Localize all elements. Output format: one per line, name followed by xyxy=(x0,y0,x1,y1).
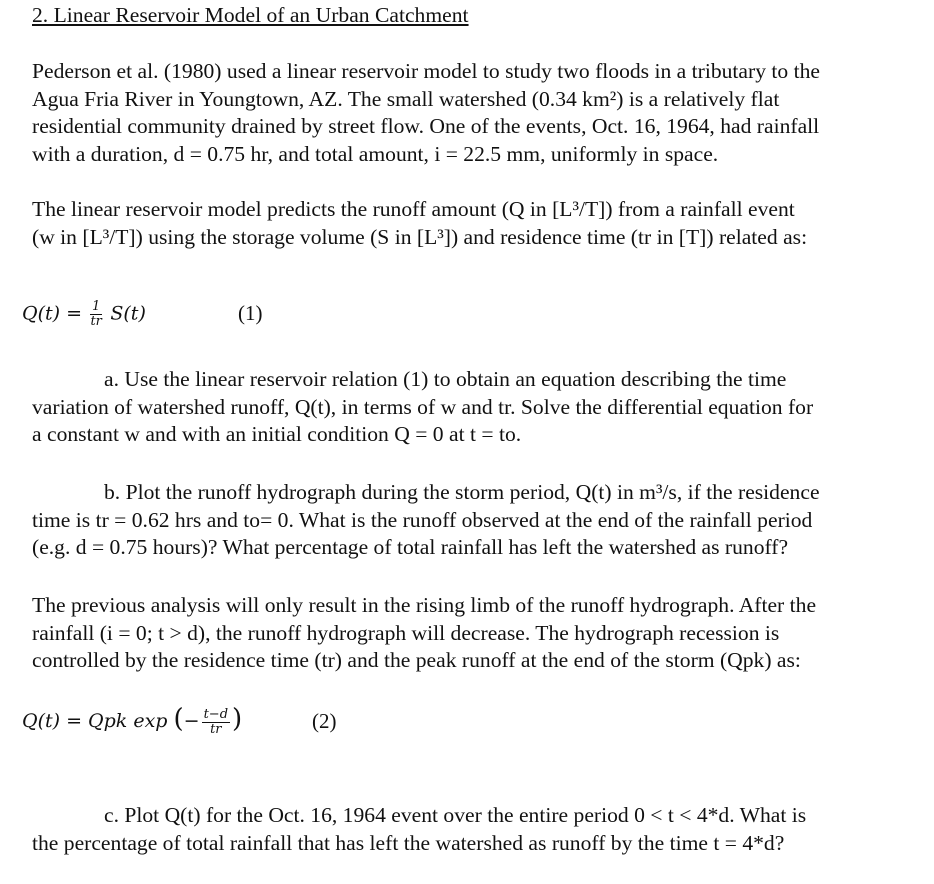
eq2-fraction xyxy=(202,708,230,737)
text-line: with a duration, d = 0.75 hr, and total amount, i = 22.5 mm, uniformly in space. xyxy=(32,141,719,166)
eq2-lhs: Q(t) = Qpk exp xyxy=(22,710,168,732)
eq2-number: (2) xyxy=(312,709,337,733)
text-line: a. Use the linear reservoir relation (1) to obtain an equation describing the time xyxy=(104,367,787,391)
part-a xyxy=(32,366,900,449)
text-line: Pederson et al. (1980) used a linear reservoir model to study two floods in a tributary to the xyxy=(32,59,820,83)
text-line: a constant w and with an initial condition Q = 0 at t = to. xyxy=(32,422,522,446)
eq2-denominator: tr xyxy=(210,721,222,737)
part-b xyxy=(32,479,900,562)
eq1-fraction xyxy=(90,300,102,329)
recession-paragraph xyxy=(32,592,900,675)
text-line: (e.g. d = 0.75 hours)? What percentage of total rainfall has left the watershed as runoff? xyxy=(32,535,789,559)
text-line: The linear reservoir model predicts the runoff amount (Q in [L³/T]) from a rainfall event xyxy=(32,197,795,221)
intro-paragraph xyxy=(32,58,900,168)
text-line: residential community drained by street flow. One of the events, Oct. 16, 1964, had rainfall xyxy=(32,114,820,138)
eq1-numerator: 1 xyxy=(92,299,101,314)
section-title: 2. Linear Reservoir Model of an Urban Catchment xyxy=(32,3,469,27)
text-line: time is tr = 0.62 hrs and to= 0. What is the runoff observed at the end of the rainfall period xyxy=(32,507,813,532)
eq1-denominator: tr xyxy=(90,314,102,329)
text-line: b. Plot the runoff hydrograph during the storm period, Q(t) in m³/s, if the residence xyxy=(104,480,820,504)
part-c xyxy=(32,802,900,857)
eq1-lhs: Q(t) = xyxy=(22,302,82,325)
eq1-rhs: S(t) xyxy=(110,302,146,325)
model-paragraph xyxy=(32,196,900,251)
text-line: Agua Fria River in Youngtown, AZ. The small watershed (0.34 km²) is a relatively flat xyxy=(32,86,780,111)
equation-1 xyxy=(22,290,422,340)
text-line: (w in [L³/T]) using the storage volume (S in [L³]) and residence time (tr in [T]) related as: xyxy=(32,224,808,249)
text-line: c. Plot Q(t) for the Oct. 16, 1964 event over the entire period 0 < t < 4*d. What is xyxy=(104,803,807,827)
eq1-number: (1) xyxy=(238,301,263,325)
text-line: rainfall (i = 0; t > d), the runoff hydrograph will decrease. The hydrograph recession is xyxy=(32,620,780,645)
text-line: controlled by the residence time (tr) and the peak runoff at the end of the storm (Qpk) as: xyxy=(32,648,801,672)
equation-2: Q(t) = Qpk exp (− $\frac{t-d}{tr}$ ) (2) xyxy=(22,704,337,737)
text-line: variation of watershed runoff, Q(t), in terms of w and tr. Solve the differential equation for xyxy=(32,394,814,419)
text-line: the percentage of total rainfall that has left the watershed as runoff by the time t = 4*d? xyxy=(32,830,785,855)
text-line: The previous analysis will only result in the rising limb of the runoff hydrograph. After the xyxy=(32,593,817,617)
eq2-numerator: t−d xyxy=(203,706,229,722)
